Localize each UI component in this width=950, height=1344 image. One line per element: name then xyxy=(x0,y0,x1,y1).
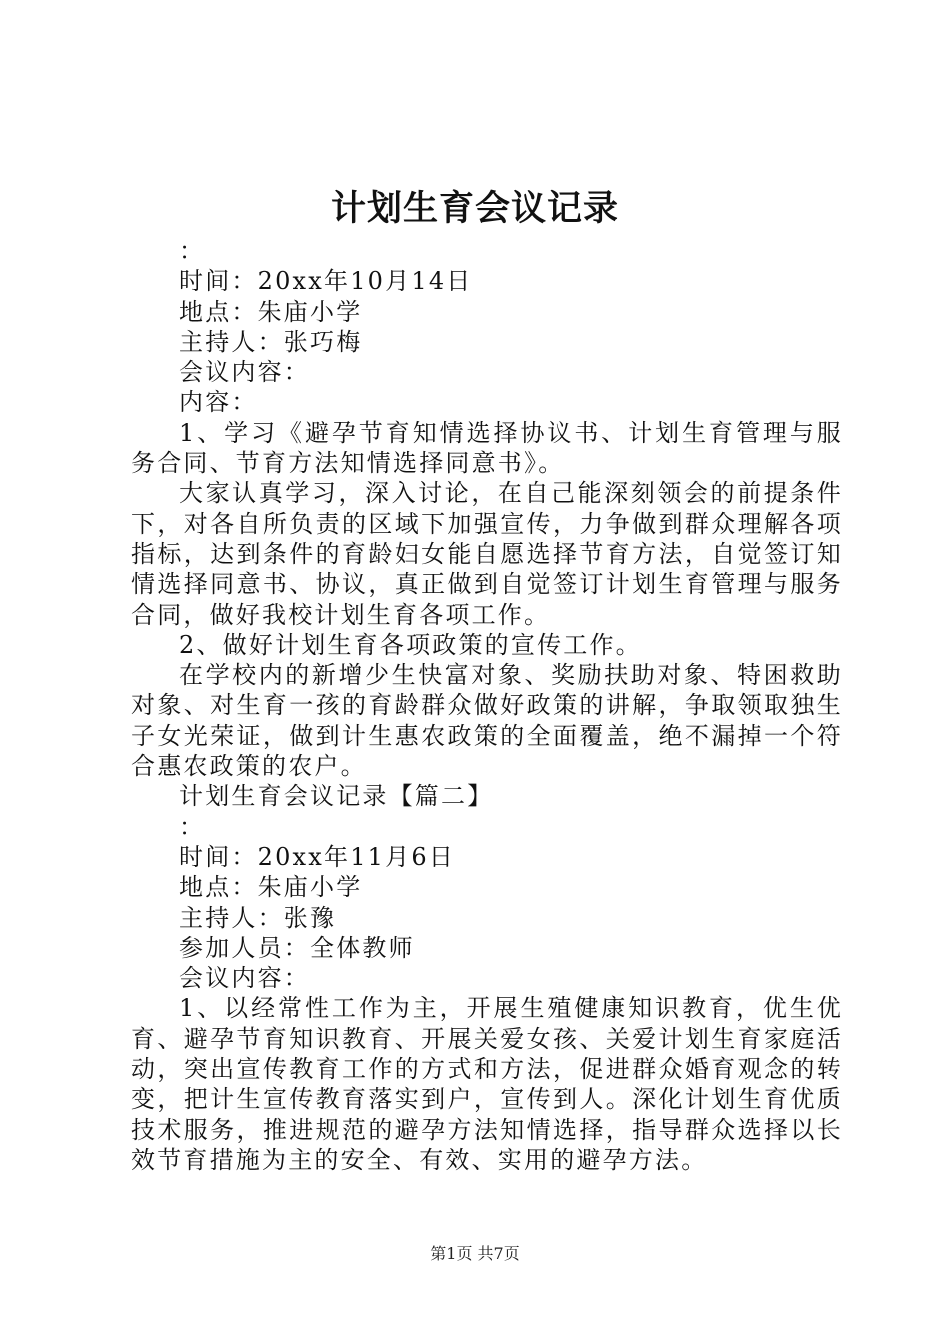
paragraph: ： xyxy=(179,812,206,841)
meeting-host: 主持人：张豫 xyxy=(179,903,337,932)
content-heading: 内容： xyxy=(179,388,258,417)
meeting-location: 地点：朱庙小学 xyxy=(179,297,363,326)
document-body xyxy=(131,236,843,1175)
document-title: 计划生育会议记录 xyxy=(330,188,619,229)
meeting-time: 时间：20xx年11月6日 xyxy=(179,842,456,871)
meeting-time: 时间：20xx年10月14日 xyxy=(179,267,473,296)
paragraph: 1、学习《避孕节育知情选择协议书、计划生育管理与服务合同、节育方法知情选择同意书》。 xyxy=(131,418,843,478)
meeting-attendees: 参加人员：全体教师 xyxy=(179,933,415,962)
section-heading: 计划生育会议记录【篇二】 xyxy=(179,782,494,811)
meeting-content-heading: 会议内容： xyxy=(179,964,310,993)
page-number-footer: 第1页 共7页 xyxy=(430,1244,520,1263)
paragraph: 1、以经常性工作为主，开展生殖健康知识教育，优生优育、避孕节育知识教育、开展关爱女孩、关爱计划生育家庭活动，突出宣传教育工作的方式和方法，促进群众婚育观念的转变，把计生宣传教育落实到户，宣传到人。深化计划生育优质技术服务，推进规范的避孕方法知情选择，指导群众选择以长效节育措施为主的安全、有效、实用的避孕方法。 xyxy=(131,994,843,1174)
meeting-content-heading: 会议内容： xyxy=(179,358,310,387)
meeting-location: 地点：朱庙小学 xyxy=(179,873,363,902)
meeting-host: 主持人：张巧梅 xyxy=(179,327,363,356)
paragraph: ： xyxy=(179,237,206,265)
paragraph: 大家认真学习，深入讨论，在自己能深刻领会的前提条件下，对各自所负责的区域下加强宣传，力争做到群众理解各项指标，达到条件的育龄妇女能自愿选择节育方法，自觉签订知情选择同意书、协议，真正做到自觉签订计划生育管理与服务合同，做好我校计划生育各项工作。 xyxy=(131,479,843,629)
paragraph: 2、做好计划生育各项政策的宣传工作。 xyxy=(179,630,642,659)
paragraph: 在学校内的新增少生快富对象、奖励扶助对象、特困救助对象、对生育一孩的育龄群众做好政策的讲解，争取领取独生子女光荣证，做到计生惠农政策的全面覆盖，绝不漏掉一个符合惠农政策的农户。 xyxy=(131,661,843,781)
